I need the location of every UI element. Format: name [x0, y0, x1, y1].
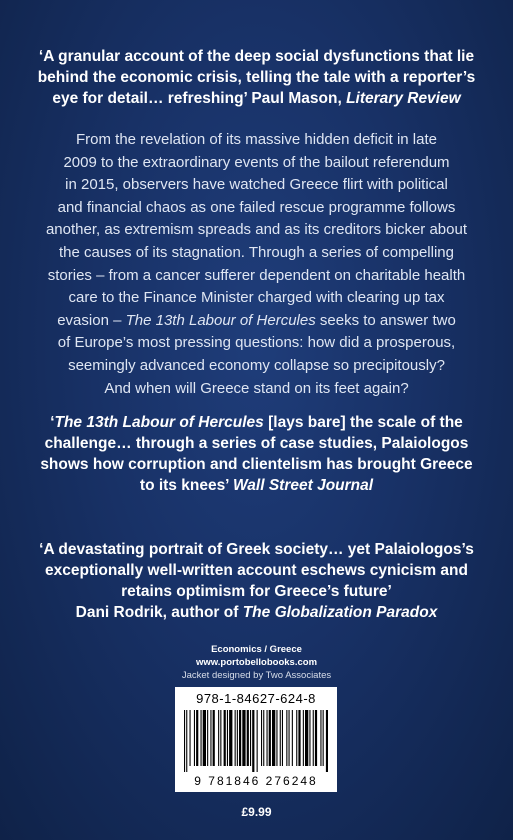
barcode-bar [320, 710, 321, 766]
barcode-bar [210, 710, 211, 766]
blurb-line: the causes of its stagnation. Through a series of compelling [59, 243, 454, 261]
barcode-bar [263, 710, 264, 766]
barcode-bar [242, 710, 245, 766]
barcode-bar [309, 710, 310, 766]
barcode-bar [186, 710, 187, 772]
barcode-bar [282, 710, 283, 766]
blurb-line: 2009 to the extraordinary events of the bailout referendum [63, 153, 450, 171]
book-description [0, 129, 513, 400]
barcode-bar [272, 710, 275, 766]
quote-paul-mason [0, 46, 513, 109]
barcode-bar [261, 710, 262, 766]
barcode-bar [269, 710, 271, 766]
quote1-source: Literary Review [346, 90, 461, 107]
barcode-bar [218, 710, 219, 766]
quote-dani-rodrik [0, 539, 513, 623]
blurb-line: And when will Greece stand on its feet again? [104, 379, 409, 397]
isbn-barcode [175, 687, 337, 792]
blurb-line: seemingly advanced economy collapse so precipitously? [68, 356, 445, 374]
quote3-line2: exceptionally well-written account eschews cynicism and [45, 562, 468, 579]
quote3-author: Dani Rodrik, author of [75, 604, 239, 621]
barcode-bar [190, 710, 191, 766]
barcode-bar [276, 710, 277, 766]
barcode-bars [184, 710, 328, 772]
barcode-bar [227, 710, 228, 766]
blurb-l9-pre: evasion – [57, 311, 122, 329]
barcode-bar [257, 710, 258, 772]
quote1-line2: behind the economic crisis, telling the tale with a reporter’s [37, 69, 476, 86]
barcode-bar [247, 710, 249, 766]
barcode-bar [184, 710, 185, 772]
quote2-line2: challenge… through a series of case studies, Palaiologos [44, 435, 469, 452]
blurb-line: care to the Finance Minister charged with clearing up tax [68, 289, 445, 307]
barcode-bar [252, 710, 254, 772]
jacket-credit: Jacket designed by Two Associates [181, 670, 332, 681]
barcode-bar [323, 710, 324, 766]
publisher-website: www.portobellobooks.com [195, 657, 318, 668]
barcode-bar [229, 710, 232, 766]
quote1-author: Paul Mason, [251, 90, 342, 107]
blurb-line [0, 310, 513, 333]
blurb-line: another, as extremism spreads and as its creditors bicker about [45, 221, 468, 239]
barcode-bar [296, 710, 297, 766]
barcode-bar [196, 710, 198, 766]
barcode-bar [286, 710, 287, 766]
barcode-bar [220, 710, 221, 766]
barcode-bar [289, 710, 290, 766]
barcode-bar [292, 710, 293, 766]
blurb-line: From the revelation of its massive hidden deficit in late [75, 131, 437, 148]
price: £9.99 [241, 805, 272, 819]
publisher-info [0, 643, 513, 682]
barcode-bar [298, 710, 300, 766]
quote-wall-street-journal [0, 412, 513, 496]
quote2-line4 [0, 475, 513, 496]
category-label: Economics / Greece [211, 644, 302, 655]
ean-digits: 9 781846 276248 [194, 774, 318, 788]
quote2-line1 [0, 412, 513, 433]
blurb-line: stories – from a cancer sufferer dependent on charitable health [47, 266, 466, 284]
blurb-l9-post: seeks to answer two [319, 311, 456, 329]
barcode-bar [326, 710, 328, 772]
quote2-text: to its knees’ [139, 477, 229, 494]
quote2-title: The 13th Labour of Hercules [54, 414, 264, 431]
quote3-line1: ‘A devastating portrait of Greek society… yet Palaiologos’s [39, 541, 474, 558]
blurb-line: of Europe’s most pressing questions: how did a prosperous, [57, 334, 456, 352]
barcode-bar [239, 710, 241, 766]
quote2-source: Wall Street Journal [232, 477, 374, 494]
quote1-line3 [0, 88, 513, 109]
barcode-bar [303, 710, 304, 766]
quote2-rest: [lays bare] the scale of the [268, 414, 463, 431]
book-title: The 13th Labour of Hercules [125, 311, 316, 329]
quote1-line1: ‘A granular account of the deep social dysfunctions that lie [38, 48, 475, 65]
barcode-bar [213, 710, 215, 766]
barcode-bar [250, 710, 251, 766]
quote2-open: ‘ [50, 414, 55, 431]
barcode-bar [267, 710, 268, 766]
quote1-text: eye for detail… refreshing’ [52, 90, 248, 107]
barcode-bar [313, 710, 314, 766]
quote3-line3: retains optimism for Greece’s future’ [121, 583, 392, 600]
quote3-title: The Globalization Paradox [242, 604, 438, 621]
barcode-bar [235, 710, 236, 766]
barcode-bar [207, 710, 208, 766]
quote3-line4 [0, 602, 513, 623]
barcode-bar [224, 710, 226, 766]
quote2-line3: shows how corruption and clientelism has brought Greece [40, 456, 473, 473]
barcode-bar [315, 710, 317, 766]
blurb-line: and financial chaos as one failed rescue programme follows [57, 198, 456, 216]
barcode-bar [203, 710, 206, 766]
barcode-bar [280, 710, 281, 766]
barcode-bar [194, 710, 195, 766]
isbn-text: 978-1-84627-624-8 [196, 691, 316, 706]
barcode-bar [237, 710, 238, 766]
barcode-bar [201, 710, 202, 766]
barcode-bar [305, 710, 308, 766]
blurb-line: in 2015, observers have watched Greece flirt with political [65, 176, 448, 194]
